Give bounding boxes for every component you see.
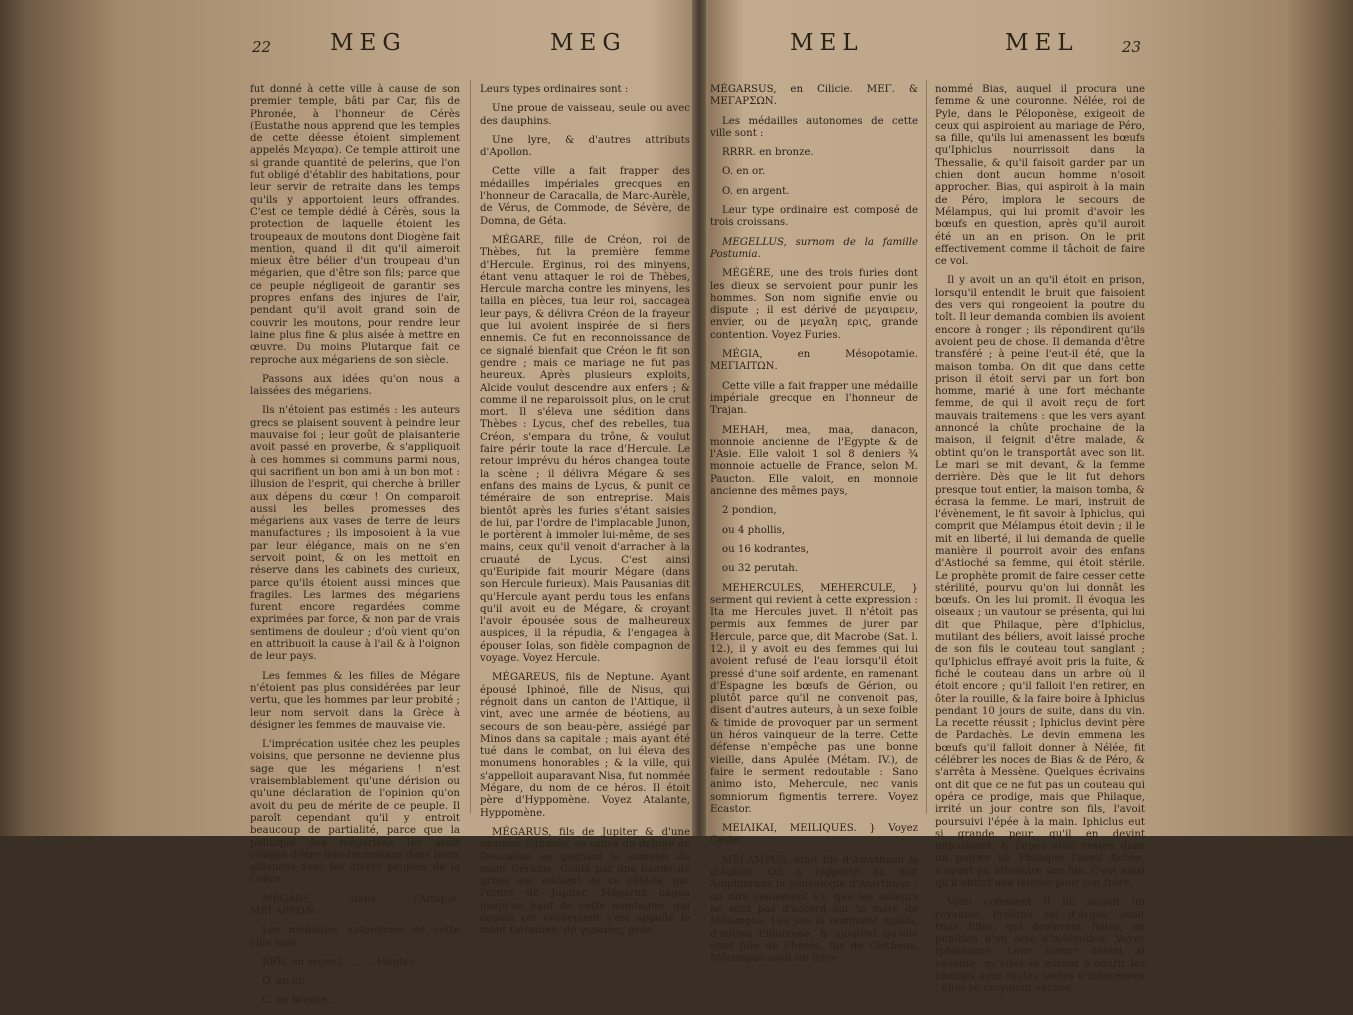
entry: MÉGARUS, fils de Jupiter & d'une nymphe Sithnide, se sauva du deluge de Deucalion en gagnant le sommet du mont Géranie. Guidé par une bande de grues qui voloient de ce côté-là, par l'ordre de Jupiter, Mégarus nagea jusqu'au haut de cette montagne, qui depuis cet évènement s'est appellé le mont Géranien, de γερανος, grue. [480, 826, 690, 937]
list-item: RRR. en argent.......... Hunter. [262, 956, 417, 968]
right-page-header [710, 30, 1145, 66]
entry: MEIΛIKAI, MEILIQUES. } Voyez Ceste. [710, 823, 918, 847]
left-page [250, 30, 690, 1007]
entry: MEHAH, mea, maa, danacon, monnoie ancienne de l'Egypte & de l'Asie. Elle valoit 1 sol 8 deniers ¾ monnoie actuelle de France, selon M. Paucton. Elle valoit, en monnoie ancienne des mêmes pays, [710, 424, 918, 498]
page-number: 22 [252, 38, 272, 56]
running-head: MEG [330, 30, 407, 56]
right-column-2 [935, 84, 1145, 1003]
left-column-2 [480, 84, 690, 945]
entry: MÉGAREUS, fils de Neptune. Ayant épousé Iphinoé, fille de Nisus, qui régnoit dans un canton de l'Attique, il vint, avec une armée de béotiens, au secours de son beau-père, assiégé par Minos dans sa capitale ; mais ayant été tué dans le combat, on lui éleva des monumens honorables ; & la ville, qui s'appelloit auparavant Nisa, fut nommée Mégare, du nom de ce héros. Il étoit père d'Hyppomène. Voyez Atalante, Hyppomène. [480, 672, 690, 819]
paragraph: Leurs types ordinaires sont : [480, 84, 629, 95]
paragraph: Les médailles autonomes de cette ville sont : [710, 115, 918, 139]
list-item: Une proue de vaisseau, seule ou avec des dauphins. [480, 103, 690, 127]
entry: MEGELLUS, surnom de la famille Postumia. [710, 236, 918, 260]
right-column-1 [710, 84, 918, 972]
list-item: O. en or. [262, 976, 306, 988]
paragraph: fut donné à cette ville à cause de son premier temple, bâti par Car, fils de Phronée, à l'honneur de Cérès (Eustathe nous apprend que les temples de cette déesse étoient simplement appelés Μεγαρα). Ce temple attiroit une si grande quantité de pelerins, que l'on fut obligé d'établir des habitations, pour leur servir de retraite dans les temps qu'ils y apportoient leurs offrandes. C'est ce temple dédié à Cérès, sous la protection de laquelle étoient les troupeaux de moutons dont Diogène fait mention, quand il dit qu'il aimeroit mieux être bélier d'un troupeau d'un mégarien, que d'être son fils; parce que ce peuple négligeoit de garantir ses propres enfans des injures de l'air, pendant qu'il avoit grand soin de couvrir les moutons, pour rendre leur laine plus fine & plus aisée à mettre en œuvre. Du moins Plutarque fait ce reproche aux mégariens de son siècle. [250, 84, 460, 366]
entry-heading: MÉGARSUS, en Cilicie. ΜΕΓ. & ΜΕΓΑΡΣΩΝ. [710, 84, 918, 108]
left-page-header [250, 30, 690, 66]
page-number: 23 [1121, 38, 1141, 56]
paragraph: Passons aux idées qu'on nous a laissées des mégariens. [250, 373, 460, 398]
running-head: MEL [1005, 30, 1079, 56]
list-item: C. en bronze. [262, 995, 331, 1007]
list-item: ou 16 kodrantes, [722, 543, 810, 555]
list-item: ou 32 perutah. [722, 563, 799, 575]
paragraph: Cette ville a fait frapper une médaille impériale grecque en l'honneur de Trajan. [710, 380, 918, 417]
entry: MÉGÈRE, une des trois furies dont les dieux se servoient pour punir les hommes. Son nom signifie envie ou dispute ; il est dérivé de μεγαιρειν, envier, ou de μεγαλη ερις, grande contention. Voyez Furies. [710, 268, 918, 341]
paragraph: Les médailles autonomes de cette ville sont : [250, 925, 460, 949]
paragraph: Voici comment il lui acquit un royaume. Proëtus, roi d'Argos, avoit trois filles, qui devinrent folles, en punition d'un acte d'indévotion. Voyez Iphianasse. Leur fureur devint si violente, qu'elles se mirent à courir les champs avec toutes sortes d'indécences ; elles se croyoient vaches, [935, 897, 1145, 995]
entry-heading: MÉGARE, dans l'Attique. ΜΕΓΑΡΕΩΝ. [250, 893, 460, 917]
list-item: Une lyre, & d'autres attributs d'Apollon. [480, 134, 690, 159]
list-item: 2 pondion, [722, 505, 777, 517]
paragraph: Cette ville a fait frapper des médailles impériales grecques en l'honneur de Caracalla, de Marc-Aurèle, de Vérus, de Commode, de Sévère, de Domna, de Géta. [480, 166, 690, 227]
book-gutter [692, 0, 706, 836]
column-rule [926, 80, 927, 814]
list-item: RRRR. en bronze. [722, 147, 814, 159]
entry: MÉLAMPUS, étoit fils d'Amythaon & d'Aglaïa. On a rapporté au mot Amphiaraus la généalogie d'Amythaon ; on dira seulement ici, que les auteurs ne sont pas d'accord sur la mère de Mélampus. Les uns la nomment Aglaïa, d'autres Eidomène, & ajoutent qu'elle étoit fille de Phérès, fils de Cléthéus. Mélampus avoit un frère [710, 854, 918, 965]
entry: MÉGARE, fille de Créon, roi de Thèbes, fut la première femme d'Hercule. Erginus, roi des minyens, étant venu attaquer le roi de Thèbes, Hercule marcha contre les minyens, les tailla en pièces, tua leur roi, saccagea leur pays, & délivra Créon de la frayeur que lui avoient inspirée de si fiers ennemis. Ce fut en reconnoissance de ce signalé bienfait que Créon le fit son gendre ; mais ce mariage ne fut pas heureux. Après plusieurs exploits, Alcide voulut descendre aux enfers ; & comme il ne reparoissoit plus, on le crut mort. Il s'éleva une sédition dans Thèbes : Lycus, chef des rebelles, tua Créon, s'empara du trône, & voulut faire périr toute la race d'Hercule. Le retour imprévu du héros changea toute la scène ; il délivra Mégare & ses enfans des mains de Lycus, & punit ce téméraire de son entreprise. Mais bientôt après les furies s'étant saisies de lui, par l'ordre de l'implacable Junon, le portèrent à immoler lui-même, de ses mains, ceux qu'il venoit d'arracher à la cruauté de Lycus. C'est ainsi qu'Euripide fait mourir Mégare (dans son Hercule furieux). Mais Pausanias dit qu'Hercule ayant perdu tous les enfans qu'il avoit eu de Mégare, & croyant l'avoir épousée sous de malheureux auspices, il la répudia, & l'engagea à épouser Iolas, son fidèle compagnon de voyage. Voyez Hercule. [480, 234, 690, 665]
paragraph: L'imprécation usitée chez les peuples voisins, que personne ne devienne plus sage que les mégariens ! n'est vraisemblablement qu'une dérision ou qu'une déclaration de l'opinion qu'on avoit du peu de mérite de ce peuple. Il paroît cependant qu'il y entroit beaucoup de partialité, parce que la politique des mégariens les avoit obligés d'être très-inconstans dans leurs alliances avec les divers peuples de la Grèce. [250, 739, 460, 886]
paragraph: nommé Bias, auquel il procura une femme & une couronne. Nélée, roi de Pyle, dans le Péloponèse, exigeoit de ceux qui aspiroient au mariage de Péro, sa fille, qu'ils lui amenassent les bœufs qu'Iphiclus nourrissoit dans la Thessalie, & qu'il faisoit garder par un chien dont aucun homme n'osoit approcher. Bias, qui aspiroit à la main de Péro, implora le secours de Mélampus, qui lui promit d'avoir les bœufs en question, après qu'il auroit été un an en prison. On le prit effectivement comme il tâchoit de faire ce vol. [935, 84, 1145, 268]
entry: MÉGIA, en Mésopotamie. ΜΕΓΙΑΙΤΩΝ. [710, 349, 918, 373]
list-item: ou 4 phollis, [722, 524, 786, 536]
entry: MEHERCULES, MEHERCULE, } serment qui revient à cette expression : Ita me Hercules juvet. Il n'étoit pas permis aux femmes de jurer par Hercule, parce que, dit Macrobe (Sat. l. 12.), il y avoit eu des femmes qui lui avoient refusé de l'eau lorsqu'il étoit pressé d'une soif ardente, en ramenant d'Espagne les bœufs de Gérion, ou plutôt parce qu'il ne convenoit pas, disent d'autres auteurs, à un sexe foible & timide de provoquer par un serment un héros vainqueur de la terre. Cette défense n'empêche pas une bonne vieille, dans Apulée (Métam. IV.), de faire le serment redoutable : Sano animo isto, Mehercule, nec vanis somniorum figmentis terrere. Voyez Ecastor. [710, 582, 918, 815]
running-head: MEL [790, 30, 864, 56]
column-rule [470, 80, 471, 814]
left-column-1 [250, 84, 460, 1015]
right-page [710, 30, 1145, 995]
list-item: O. en or. [722, 166, 766, 178]
paragraph: Ils n'étoient pas estimés : les auteurs grecs se plaisent souvent à peindre leur mauvaise foi ; leur goût de plaisanterie avoit passé en proverbe, & s'appliquoit à ces hommes si communs parmi nous, qui sacrifient un bon ami à un bon mot : illusion de l'esprit, qui cherche à briller aux dépens du cœur ! On comparoit aussi les belles promesses des mégariens aux vases de terre de leurs manufactures ; ils imposoient à la vue par leur élégance, mais on ne s'en servoit point, & on les mettoit en réserve dans les cabinets des curieux, parce qu'ils étoient aussi minces que fragiles. Les larmes des mégariens furent encore regardées comme exprimées par force, & non par de vrais sentimens de douleur ; d'où vient qu'on en attribuoit la cause à l'ail & à l'oignon de leur pays. [250, 405, 460, 663]
paragraph: Les femmes & les filles de Mégare n'étoient pas plus considérées par leur vertu, que les hommes par leur probité ; leur nom servoit dans la Grèce à désigner les femmes de mauvaise vie. [250, 670, 460, 731]
paragraph: Il y avoit un an qu'il étoit en prison, lorsqu'il entendit le bruit que faisoient des vers qui rongeoient la poutre du toît. Il leur demanda combien ils avoient encore à ronger ; ils répondirent qu'ils avoient peu de chose. Il demanda d'être transféré ; à peine l'eut-il été, que la maison tomba. On dit que dans cette prison il étoit servi par un fort bon homme, marié à une fort méchante femme, de qui il avoit reçu de fort mauvais traitemens : que les vers ayant annoncé la chûte prochaine de la maison, il feignit d'être malade, & obtint qu'on le transportât avec son lit. Le mari se mit devant, & la femme derrière. Dès que le lit fut dehors presque tout entier, la maison tomba, & écrasa la femme. Le mari, instruit de l'évènement, le fit savoir à Iphiclus, qui comprit que Mélampus étoit devin ; il le mit en liberté, il lui demanda de quelle manière il pourroit avoir des enfans d'Astioché sa femme, qui étoit stérile. Le prophète promit de faire cesser cette stérilité, pourvu qu'on lui donnât les bœufs. On les lui promit. Il évoqua les oiseaux ; un vautour se présenta, qui lui dit que Philaque, père d'Iphiclus, mutilant des béliers, avoit laissé proche de son fils le couteau tout sanglant ; qu'Iphiclus effrayé avoit pris la fuite, & fiché le couteau dans un arbre où il étoit encore ; qu'il falloit l'en retirer, en ôter la rouille, & la faire boire à Iphiclus pendant 10 jours de suite, dans du vin. La recette réussit ; Iphiclus devint père de Pardachès. Le devin emmena les bœufs qu'il falloit donner à Nélée, fit célébrer les noces de Bias & de Péro, & s'arrêta à Messène. Quelques écrivains ont dit que ce ne fut pas un couteau qui opéra ce prodige, mais que Philaque, irrité un jour contre son fils, l'avoit poursuivi l'épée à la main. Iphiclus eut si grande peur, qu'il en devint impuissant, & l'épée étoit restée dans un poirier où Philaque l'avoit fichée, n'ayant pu atteindre son fils. C'est ainsi qu'il obtint une femme pour son frère. [935, 275, 1145, 889]
paragraph: Leur type ordinaire est composé de trois croissans. [710, 205, 918, 229]
running-head: MEG [550, 30, 627, 56]
list-item: O. en argent. [722, 185, 790, 197]
